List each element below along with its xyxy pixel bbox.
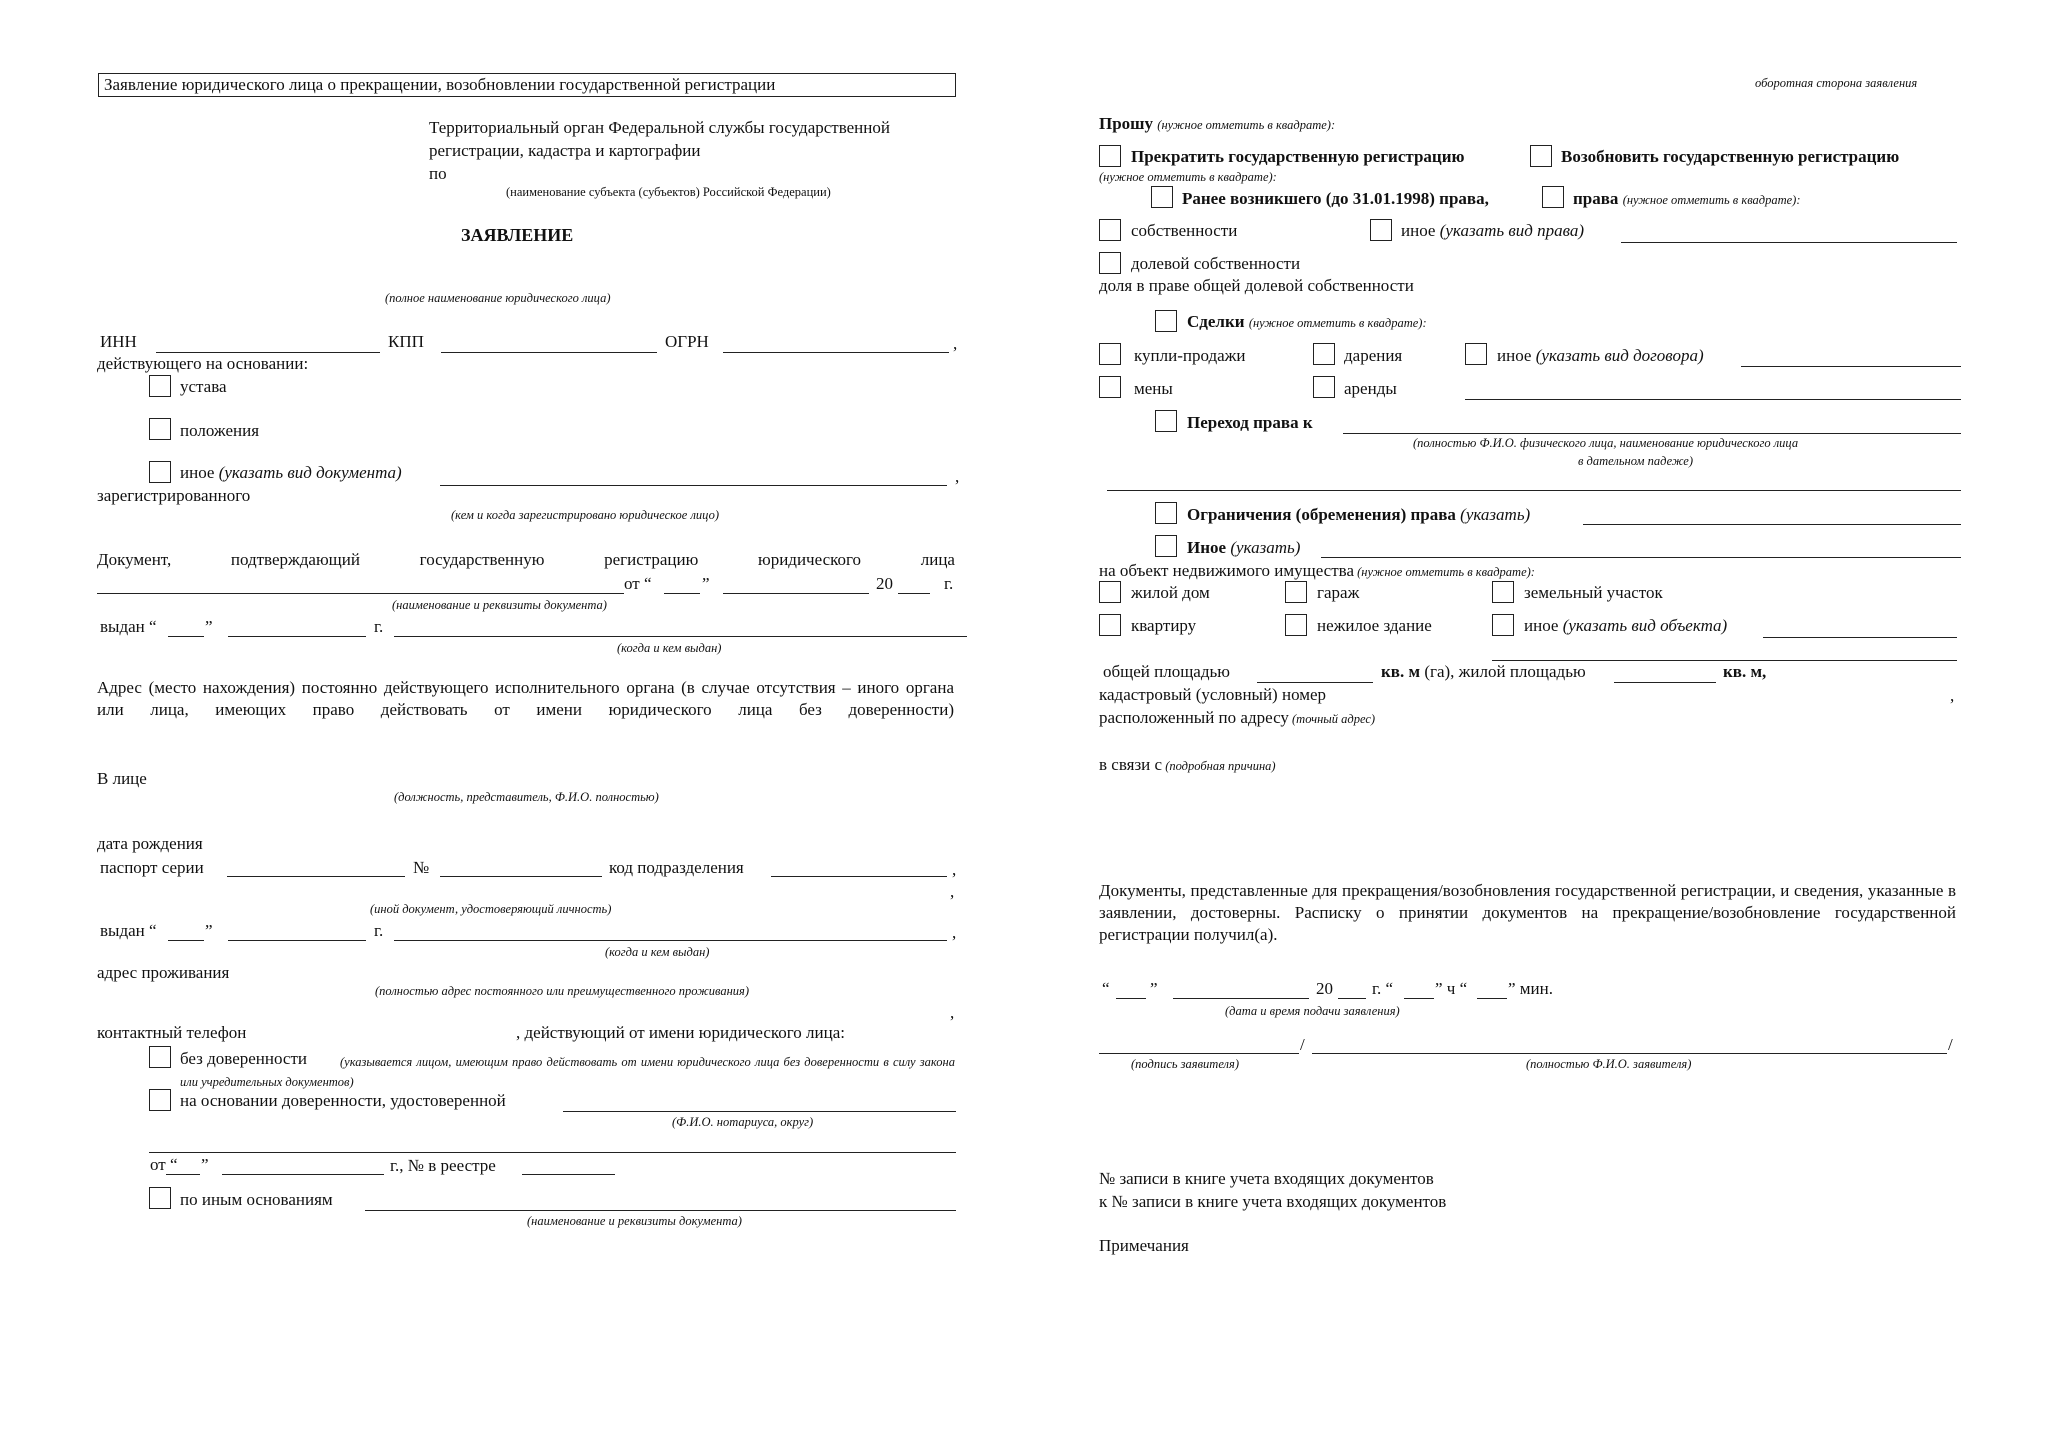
label-nonres: нежилое здание	[1317, 616, 1432, 635]
quote: ”	[205, 617, 213, 636]
year-prefix: 20	[1316, 979, 1333, 998]
checkbox-land[interactable]	[1492, 581, 1514, 603]
passport-label: паспорт серии	[100, 858, 204, 877]
checkbox-rights[interactable]	[1542, 186, 1564, 208]
kpp-label: КПП	[388, 332, 424, 351]
label-gift: дарения	[1344, 346, 1403, 365]
label-other-grounds: по иным основаниям	[180, 1190, 333, 1209]
submit-year-field[interactable]	[1338, 998, 1366, 999]
label-resume-registration: Возобновить государственную регистрацию	[1561, 147, 1900, 166]
registry-number-field[interactable]	[522, 1174, 615, 1175]
passport-series-field[interactable]	[227, 876, 405, 877]
checkbox-lease[interactable]	[1313, 376, 1335, 398]
share-text: доля в праве общей долевой собственности	[1099, 276, 1414, 295]
minute-label: ” мин.	[1508, 979, 1553, 998]
issued-month-field[interactable]	[228, 636, 366, 637]
label-apartment: квартиру	[1131, 616, 1197, 635]
checkbox-other-object[interactable]	[1492, 614, 1514, 636]
year-suffix: г.	[374, 617, 384, 636]
located-label: расположенный по адресу (точный адрес)	[1099, 708, 1376, 727]
checkbox-other-deal[interactable]	[1465, 343, 1487, 365]
doc-word: подтверждающий	[230, 550, 360, 569]
label-transfer: Переход права к	[1187, 413, 1313, 432]
label-prior-rights: Ранее возникшего (до 31.01.1998) права,	[1182, 189, 1489, 208]
quote-open: от “	[150, 1155, 178, 1174]
other-grounds-hint: (наименование и реквизиты документа)	[527, 1214, 742, 1228]
label-deals: Сделки (нужное отметить в квадрате):	[1187, 312, 1427, 331]
other-id-hint: (иной документ, удостоверяющий личность)	[370, 902, 612, 916]
doc-word: Документ,	[97, 550, 172, 569]
area-unit-label: кв. м (га), жилой площадью	[1381, 662, 1586, 681]
applicant-fio-field[interactable]	[1312, 1053, 1947, 1054]
issued-label: выдан “	[100, 617, 157, 636]
label-land: земельный участок	[1524, 583, 1663, 602]
cadastral-label: кадастровый (условный) номер	[1099, 685, 1327, 704]
recipient-line2: регистрации, кадастра и картографии	[429, 141, 701, 160]
quote-open: “	[1102, 979, 1110, 998]
checkbox-transfer[interactable]	[1155, 410, 1177, 432]
recipient-line1: Территориальный орган Федеральной службы государственной	[429, 118, 890, 137]
restrictions-field[interactable]	[1583, 524, 1961, 525]
statement-text: Документы, представленные для прекращения/возобновления государственной регистрации, и сведения, указанные в заявлении, достоверны. Расписку о принятии документов на прекращение/возобновление государственной регистрации получил(а).	[1099, 881, 1956, 944]
recipient-po: по	[429, 164, 447, 183]
phone-label: контактный телефон	[97, 1023, 247, 1042]
comma: ,	[1950, 686, 1955, 705]
checkbox-other-grounds[interactable]	[149, 1187, 171, 1209]
subdiv-code-field[interactable]	[771, 876, 947, 877]
acting-basis-label: действующего на основании:	[97, 354, 309, 373]
year-prefix: 20	[876, 574, 893, 593]
quote: ”	[702, 574, 710, 593]
checkbox-deals[interactable]	[1155, 310, 1177, 332]
label-lease: аренды	[1344, 379, 1397, 398]
label-other-item: Иное (указать)	[1187, 538, 1301, 557]
in-person-label: В лице	[97, 769, 147, 788]
registry-label: г., № в реестре	[390, 1156, 496, 1175]
label-ustav: устава	[180, 377, 227, 396]
checkbox-polozhenie[interactable]	[149, 418, 171, 440]
org-name-hint: (полное наименование юридического лица)	[385, 291, 611, 305]
label-no-poa: без доверенности	[180, 1049, 308, 1068]
checkbox-ownership[interactable]	[1099, 219, 1121, 241]
form-header-text: Заявление юридического лица о прекращении, возобновлении государственной регистрации	[104, 75, 776, 94]
checkbox-garage[interactable]	[1285, 581, 1307, 603]
no-poa-hint: (указывается лицом, имеющим право действовать от имени юридического лица без доверенности в силу закона или учредительных документов)	[180, 1055, 955, 1089]
label-polozhenie: положения	[180, 421, 260, 440]
object-label: на объект недвижимого имущества (нужное отметить в квадрате):	[1099, 561, 1535, 580]
checkbox-other-item[interactable]	[1155, 535, 1177, 557]
signature-field[interactable]	[1099, 1053, 1299, 1054]
other-object-field[interactable]	[1763, 637, 1957, 638]
slash: /	[1948, 1035, 1953, 1054]
checkbox-gift[interactable]	[1313, 343, 1335, 365]
checkbox-prior-rights[interactable]	[1151, 186, 1173, 208]
comma: ,	[953, 334, 958, 353]
comma: ,	[950, 1003, 955, 1022]
number-sign: №	[413, 858, 430, 877]
submit-minute-field[interactable]	[1477, 998, 1507, 999]
label-ownership: собственности	[1131, 221, 1238, 240]
year-suffix: г.	[944, 574, 954, 593]
in-person-hint: (должность, представитель, Ф.И.О. полностью)	[394, 790, 659, 804]
quote: ”	[201, 1155, 209, 1174]
acting-on-behalf-label: , действующий от имени юридического лица:	[516, 1023, 846, 1042]
area-unit2-label: кв. м,	[1723, 662, 1767, 681]
transfer-field[interactable]	[1343, 433, 1961, 434]
comma: ,	[950, 882, 955, 901]
doc-year-field[interactable]	[898, 593, 930, 594]
other-deal-field-2[interactable]	[1465, 399, 1961, 400]
mark-hint: (нужное отметить в квадрате):	[1099, 170, 1277, 184]
label-garage: гараж	[1317, 583, 1360, 602]
checkbox-no-poa[interactable]	[149, 1046, 171, 1068]
doc-name-field[interactable]	[97, 593, 624, 594]
label-poa: на основании доверенности, удостоверенной	[180, 1091, 506, 1110]
other-grounds-field[interactable]	[365, 1210, 956, 1211]
dob-label: дата рождения	[97, 834, 203, 853]
slash: /	[1300, 1035, 1305, 1054]
year-suffix: г. “	[1372, 979, 1394, 998]
datetime-hint: (дата и время подачи заявления)	[1225, 1004, 1400, 1018]
label-other-doc: иное (указать вид документа)	[180, 463, 402, 482]
comma: ,	[952, 923, 957, 942]
residence-hint: (полностью адрес постоянного или преимущественного проживания)	[375, 984, 750, 998]
transfer-hint-1: (полностью Ф.И.О. физического лица, наименование юридического лица	[1413, 436, 1799, 450]
checkbox-stop-registration[interactable]	[1099, 145, 1121, 167]
label-house: жилой дом	[1131, 583, 1210, 602]
other-deal-field[interactable]	[1741, 366, 1961, 367]
doc-confirm-row	[97, 550, 955, 570]
notary-field-2[interactable]	[149, 1152, 956, 1153]
label-shared-ownership: долевой собственности	[1131, 254, 1301, 273]
label-restrictions: Ограничения (обременения) права (указать)	[1187, 505, 1531, 524]
reverse-side-label: оборотная сторона заявления	[1755, 76, 1918, 90]
quote: ”	[1150, 979, 1158, 998]
doc-word: юридического	[758, 550, 862, 569]
notes-label: Примечания	[1099, 1236, 1189, 1255]
kpp-field[interactable]	[441, 352, 657, 353]
label-stop-registration: Прекратить государственную регистрацию	[1131, 147, 1465, 166]
doc-word: государственную	[419, 550, 545, 569]
label-exchange: мены	[1134, 379, 1173, 398]
registered-label: зарегистрированного	[97, 486, 251, 505]
other-item-field[interactable]	[1321, 557, 1961, 558]
doc-word: регистрацию	[604, 550, 699, 569]
because-label: в связи с (подробная причина)	[1099, 755, 1276, 774]
registered-hint: (кем и когда зарегистрировано юридическое лицо)	[451, 508, 719, 522]
living-area-field[interactable]	[1614, 682, 1716, 683]
poa-month-field[interactable]	[222, 1174, 384, 1175]
issued2-day-field[interactable]	[168, 940, 204, 941]
other-object-field-2[interactable]	[1492, 660, 1957, 661]
transfer-hint-2: в дательном падеже)	[1578, 454, 1693, 468]
comma: ,	[955, 467, 960, 486]
inn-field[interactable]	[156, 352, 380, 353]
comma: ,	[952, 860, 957, 879]
total-area-label: общей площадью	[1103, 662, 1230, 681]
residence-label: адрес проживания	[97, 963, 230, 982]
poa-day-field[interactable]	[166, 1174, 200, 1175]
notary-hint: (Ф.И.О. нотариуса, округ)	[672, 1115, 814, 1129]
label-rights: права (нужное отметить в квадрате):	[1573, 189, 1801, 208]
recipient-hint: (наименование субъекта (субъектов) Российской Федерации)	[506, 185, 831, 199]
label-other-deal: иное (указать вид договора)	[1497, 346, 1704, 365]
checkbox-shared-ownership[interactable]	[1099, 252, 1121, 274]
checkbox-resume-registration[interactable]	[1530, 145, 1552, 167]
doc-day-field[interactable]	[664, 593, 700, 594]
inn-label: ИНН	[100, 332, 137, 351]
other-right-field[interactable]	[1621, 242, 1957, 243]
issued-hint: (когда и кем выдан)	[617, 641, 722, 655]
checkbox-ustav[interactable]	[149, 375, 171, 397]
checkbox-poa[interactable]	[149, 1089, 171, 1111]
label-purchase: купли-продажи	[1134, 346, 1246, 365]
exec-body-address-text: Адрес (место нахождения) постоянно действующего исполнительного органа (в случае отсутствия – иного органа или лица, имеющих право действовать от имени юридического лица без доверенности)	[97, 678, 954, 719]
checkbox-nonres[interactable]	[1285, 614, 1307, 636]
checkbox-other-doc[interactable]	[149, 461, 171, 483]
issued2-label: выдан “	[100, 921, 157, 940]
submit-month-field[interactable]	[1173, 998, 1309, 999]
issued-by-field[interactable]	[394, 636, 967, 637]
checkbox-purchase[interactable]	[1099, 343, 1121, 365]
passport-number-field[interactable]	[440, 876, 602, 877]
submit-hour-field[interactable]	[1404, 998, 1434, 999]
doc-month-field[interactable]	[723, 593, 869, 594]
label-other-right: иное (указать вид права)	[1401, 221, 1584, 240]
issued2-hint: (когда и кем выдан)	[605, 945, 710, 959]
request-label: Прошу (нужное отметить в квадрате):	[1099, 114, 1336, 133]
issued2-month-field[interactable]	[228, 940, 366, 941]
fio-hint: (полностью Ф.И.О. заявителя)	[1526, 1057, 1692, 1071]
issued2-by-field[interactable]	[394, 940, 947, 941]
year-suffix: г.	[374, 921, 384, 940]
quote: ”	[205, 921, 213, 940]
record-no-label: № записи в книге учета входящих документов	[1099, 1169, 1434, 1188]
transfer-field-2[interactable]	[1107, 490, 1961, 491]
notary-field[interactable]	[563, 1111, 956, 1112]
issued-day-field[interactable]	[168, 636, 204, 637]
record-to-label: к № записи в книге учета входящих документов	[1099, 1192, 1447, 1211]
hour-label: ” ч “	[1435, 979, 1468, 998]
checkbox-restrictions[interactable]	[1155, 502, 1177, 524]
label-other-object: иное (указать вид объекта)	[1524, 616, 1728, 635]
checkbox-other-right[interactable]	[1370, 219, 1392, 241]
checkbox-house[interactable]	[1099, 581, 1121, 603]
doc-from-label: от “	[624, 574, 652, 593]
checkbox-exchange[interactable]	[1099, 376, 1121, 398]
ogrn-label: ОГРН	[665, 332, 709, 351]
signature-hint: (подпись заявителя)	[1131, 1057, 1239, 1071]
doc-word: лица	[920, 550, 955, 569]
total-area-field[interactable]	[1257, 682, 1373, 683]
subdiv-code-label: код подразделения	[609, 858, 744, 877]
submit-day-field[interactable]	[1116, 998, 1146, 999]
checkbox-apartment[interactable]	[1099, 614, 1121, 636]
ogrn-field[interactable]	[723, 352, 949, 353]
doc-hint: (наименование и реквизиты документа)	[392, 598, 607, 612]
other-doc-field[interactable]	[440, 485, 947, 486]
page-title: ЗАЯВЛЕНИЕ	[461, 225, 574, 245]
